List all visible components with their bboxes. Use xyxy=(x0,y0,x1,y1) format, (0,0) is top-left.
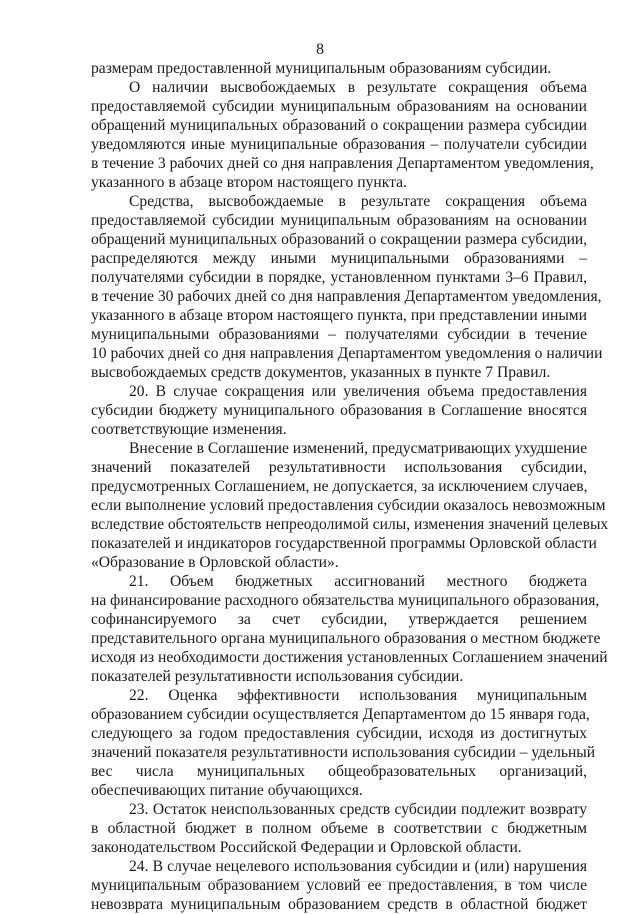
text-line: указанного в абзаце втором настоящего пункта. xyxy=(91,174,407,191)
text-line: О наличии высвобождаемых в результате сокращения объема xyxy=(129,79,587,96)
text-line: получателями субсидии в порядке, установленном пунктами 3–6 Правил, xyxy=(91,269,587,286)
text-line: 24. В случае нецелевого использования субсидии и (или) нарушения xyxy=(129,858,587,875)
document-body xyxy=(91,59,609,914)
text-line: исходя из необходимости достижения установленных Соглашением значений xyxy=(91,649,608,666)
text-line: софинансируемого за счет субсидии, утверждается решением xyxy=(91,611,587,628)
text-line: в течение 3 рабочих дней со дня направления Департаментом уведомления, xyxy=(91,155,594,172)
text-line: на финансирование расходного обязательства муниципального образования, xyxy=(91,592,600,609)
text-line: вес числа муниципальных общеобразовательных организаций, xyxy=(91,763,587,780)
text-line: в областной бюджет в полном объеме в соответствии с бюджетным xyxy=(91,820,587,837)
text-line: 23. Остаток неиспользованных средств субсидии подлежит возврату xyxy=(129,801,587,818)
text-line: соответствующие изменения. xyxy=(91,421,287,438)
text-line: следующего за годом предоставления субсидии, исходя из достигнутых xyxy=(91,725,587,742)
text-line: распределяются между иными муниципальными образованиями – xyxy=(91,250,587,267)
text-line: предоставляемой субсидии муниципальным образованиям на основании xyxy=(91,212,587,229)
text-line: 22. Оценка эффективности использования муниципальным xyxy=(129,687,587,704)
text-line: значений показателя результативности использования субсидии – удельный xyxy=(91,744,596,761)
text-line: показателей и индикаторов государственной программы Орловской области xyxy=(91,535,597,552)
text-line: размерам предоставленной муниципальным образованиям субсидии. xyxy=(91,60,552,77)
text-line: «Образование в Орловской области». xyxy=(91,554,339,571)
text-line: если выполнение условий предоставления субсидии оказалось невозможным xyxy=(91,497,606,514)
text-line: законодательством Российской Федерации и Орловской области. xyxy=(91,839,522,856)
text-line: показателей результативности использования субсидии. xyxy=(91,668,464,685)
scan-artifact-line xyxy=(120,881,540,883)
text-line: представительного органа муниципального образования о местном бюджете xyxy=(91,630,601,647)
page-number: 8 xyxy=(316,41,324,58)
text-line: предусмотренных Соглашением, не допускается, за исключением случаев, xyxy=(91,478,588,495)
text-line: обращений муниципальных образований о сокращении размера субсидии, xyxy=(91,231,588,248)
text-line: невозврата муниципальным образованием средств в областной бюджет xyxy=(91,896,587,913)
text-line: значений показателей результативности использования субсидии, xyxy=(91,459,587,476)
text-line: обеспечивающих питание обучающихся. xyxy=(91,782,363,799)
text-line: указанного в абзаце втором настоящего пункта, при представлении иными xyxy=(91,307,588,324)
text-line: образованием субсидии осуществляется Департаментом до 15 января года, xyxy=(91,706,590,723)
text-line: Внесение в Соглашение изменений, предусматривающих ухудшение xyxy=(129,440,587,457)
text-line: вследствие обстоятельств непреодолимой силы, изменения значений целевых xyxy=(91,516,609,533)
text-line: высвобождаемых средств документов, указанных в пункте 7 Правил. xyxy=(91,364,551,381)
text-line: 10 рабочих дней со дня направления Департаментом уведомления о наличии xyxy=(91,345,603,362)
text-line: обращений муниципальных образований о сокращении размера субсидии xyxy=(91,117,587,134)
text-line: предоставляемой субсидии муниципальным образованиям на основании xyxy=(91,98,587,115)
text-line: Средства, высвобождаемые в результате сокращения объема xyxy=(129,193,587,210)
text-line: 20. В случае сокращения или увеличения объема предоставления xyxy=(129,383,587,400)
text-line: в течение 30 рабочих дней со дня направления Департаментом уведомления, xyxy=(91,288,602,305)
text-line: 21. Объем бюджетных ассигнований местного бюджета xyxy=(129,573,587,590)
text-line: муниципальными образованиями – получателями субсидии в течение xyxy=(91,326,587,343)
text-line: муниципальным образованием условий ее предоставления, в том числе xyxy=(91,877,587,894)
text-line: уведомляются иные муниципальные образования – получатели субсидии xyxy=(91,136,587,153)
text-line: субсидии бюджету муниципального образования в Соглашение вносятся xyxy=(91,402,587,419)
